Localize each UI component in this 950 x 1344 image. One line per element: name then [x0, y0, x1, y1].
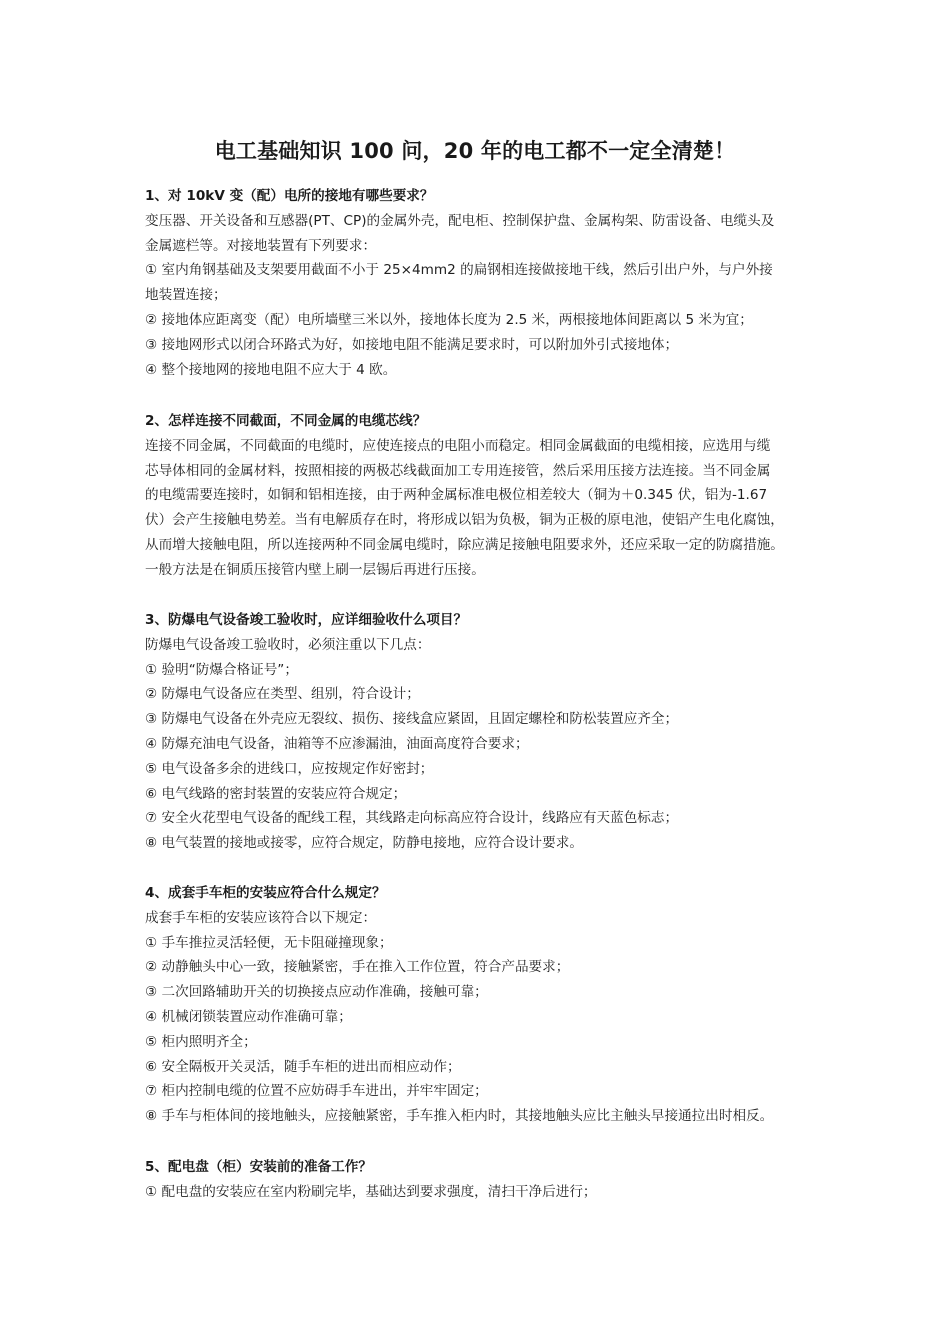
section-text-line: ② 防爆电气设备应在类型、组别，符合设计；	[145, 686, 420, 703]
section-text-line: ⑧ 电气装置的接地或接零，应符合规定，防静电接地，应符合设计要求。	[145, 835, 583, 852]
section-text-line: ⑤ 电气设备多余的进线口，应按规定作好密封；	[145, 760, 434, 777]
section-text-line: 连接不同金属，不同截面的电缆时，应使连接点的电阻小而稳定。相同金属截面的电缆相接，应选用与缆	[145, 437, 771, 454]
section-text-line: ④ 机械闭锁装置应动作准确可靠；	[145, 1008, 352, 1025]
section-text-line: ⑦ 柜内控制电缆的位置不应妨碍手车进出，并牢牢固定；	[145, 1083, 488, 1100]
section-text-line: ① 室内角钢基础及支架要用截面不小于 25×4mm2 的扁钢相连接做接地干线，然后引出户外，与户外接	[145, 262, 773, 279]
section-text-line: ① 配电盘的安装应在室内粉刷完毕，基础达到要求强度，清扫干净后进行；	[145, 1183, 597, 1200]
section-text-line: 金属遮栏等。对接地装置有下列要求：	[145, 237, 377, 254]
section-text-line: ① 手车推拉灵活轻便，无卡阻碰撞现象；	[145, 934, 393, 951]
section-text-line: ② 接地体应距离变（配）电所墙壁三米以外，接地体长度为 2.5 米，两根接地体间距离以 5 米为宜；	[145, 311, 753, 328]
section-text-line: ① 验明“防爆合格证号”；	[145, 661, 298, 678]
section-question: 1、对 10kV 变（配）电所的接地有哪些要求？	[145, 188, 434, 204]
page-title: 电工基础知识 100 问，20 年的电工都不一定全清楚！	[214, 139, 736, 163]
section-1	[145, 184, 815, 382]
section-4	[145, 881, 815, 1129]
section-text-line: ④ 防爆充油电气设备，油箱等不应渗漏油，油面高度符合要求；	[145, 735, 529, 752]
section-2	[145, 409, 815, 583]
section-text-line: 伏）会产生接触电势差。当有电解质存在时，将形成以铝为负极，铜为正极的原电池，使铝产生电化腐蚀，	[145, 512, 784, 529]
section-text-line: ⑦ 安全火花型电气设备的配线工程，其线路走向标高应符合设计，线路应有天蓝色标志；	[145, 810, 679, 827]
section-text-line: 变压器、开关设备和互感器(PT、CP)的金属外壳，配电柜、控制保护盘、金属构架、防雷设备、电缆头及	[145, 212, 775, 229]
section-question: 5、配电盘（柜）安装前的准备工作？	[145, 1159, 372, 1175]
section-text-line: 芯导体相同的金属材料，按照相接的两极芯线截面加工专用连接管，然后采用压接方法连接。当不同金属	[145, 462, 771, 479]
section-text-line: ⑧ 手车与柜体间的接地触头，应接触紧密，手车推入柜内时，其接地触头应比主触头早接通拉出时相反。	[145, 1108, 774, 1125]
section-text-line: ③ 接地网形式以闭合环路式为好，如接地电阻不能满足要求时，可以附加外引式接地体；	[145, 336, 679, 353]
section-question: 2、怎样连接不同截面，不同金属的电缆芯线？	[145, 413, 427, 429]
section-text-line: ⑥ 安全隔板开关灵活，随手车柜的进出而相应动作；	[145, 1058, 461, 1075]
section-question: 3、防爆电气设备竣工验收时，应详细验收什么项目？	[145, 612, 468, 628]
section-5	[145, 1155, 815, 1205]
section-text-line: 一般方法是在铜质压接管内壁上刷一层锡后再进行压接。	[145, 561, 485, 578]
section-text-line: ③ 防爆电气设备在外壳应无裂纹、损伤、接线盒应紧固，且固定螺栓和防松装置应齐全；	[145, 711, 679, 728]
section-text-line: ④ 整个接地网的接地电阻不应大于 4 欧。	[145, 361, 397, 378]
section-text-line: 成套手车柜的安装应该符合以下规定：	[145, 909, 377, 926]
section-text-line: ③ 二次回路辅助开关的切换接点应动作准确，接触可靠；	[145, 984, 488, 1001]
section-text-line: 的电缆需要连接时，如铜和铝相连接，由于两种金属标准电极位相差较大（铜为＋0.345 伏，铝为-1.67	[145, 487, 768, 504]
section-text-line: 防爆电气设备竣工验收时，必须注重以下几点：	[145, 636, 431, 653]
section-text-line: ⑤ 柜内照明齐全；	[145, 1033, 257, 1050]
section-text-line: 从而增大接触电阻，所以连接两种不同金属电缆时，除应满足接触电阻要求外，还应采取一定的防腐措施。	[145, 536, 784, 553]
section-text-line: ② 动静触头中心一致，接触紧密，手在推入工作位置，符合产品要求；	[145, 959, 570, 976]
section-text-line: ⑥ 电气线路的密封装置的安装应符合规定；	[145, 785, 407, 802]
section-text-line: 地装置连接；	[145, 287, 227, 304]
section-question: 4、成套手车柜的安装应符合什么规定？	[145, 885, 386, 901]
section-3	[145, 608, 815, 856]
